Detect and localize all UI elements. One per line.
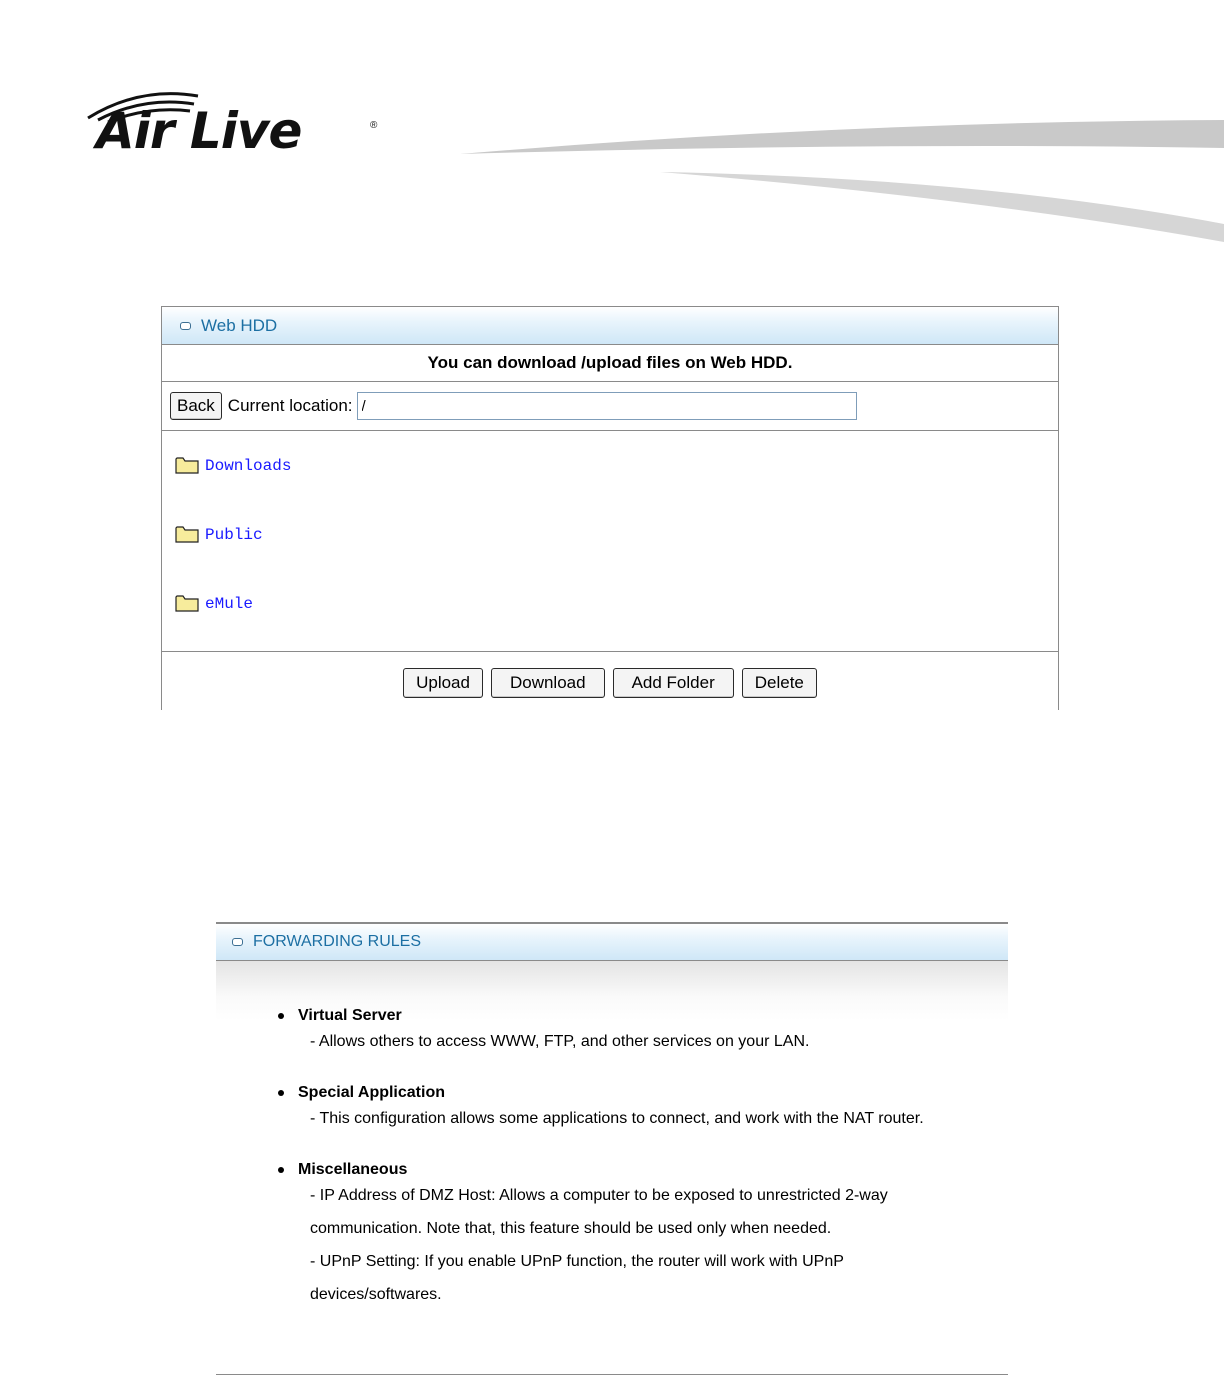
rule-description: communication. Note that, this feature should be used only when needed. (310, 1220, 832, 1237)
folder-item-emule[interactable] (175, 583, 1058, 613)
panel-bullet-icon (232, 938, 243, 946)
web-hdd-actions (162, 652, 1058, 698)
folder-icon (175, 593, 199, 613)
header-swoosh (460, 112, 1224, 272)
rule-title (278, 1161, 888, 1179)
delete-button[interactable]: Delete (742, 668, 817, 698)
forwarding-rules-body (216, 961, 1008, 1375)
rule-description: - IP Address of DMZ Host: Allows a computer to be exposed to unrestricted 2-way (310, 1187, 888, 1204)
folder-link-public[interactable]: Public (205, 526, 263, 544)
rule-title (278, 1007, 809, 1025)
folder-item-downloads[interactable] (175, 445, 1058, 475)
forwarding-rules-panel (216, 922, 1008, 1377)
bullet-dot-icon (278, 1167, 284, 1173)
rule-description: - UPnP Setting: If you enable UPnP function, the router will work with UPnP (310, 1253, 844, 1270)
web-hdd-panel (161, 306, 1059, 710)
location-bar (162, 382, 1058, 431)
back-button[interactable]: Back (170, 392, 222, 420)
rule-title-text: Miscellaneous (298, 1161, 408, 1178)
forwarding-rules-header (216, 922, 1008, 961)
bullet-dot-icon (278, 1013, 284, 1019)
folder-list (162, 431, 1058, 652)
folder-icon (175, 455, 199, 475)
folder-icon (175, 524, 199, 544)
web-hdd-title: Web HDD (201, 315, 278, 335)
rule-description: - Allows others to access WWW, FTP, and other services on your LAN. (310, 1033, 810, 1050)
folder-link-emule[interactable]: eMule (205, 595, 254, 613)
rule-title-text: Special Application (298, 1084, 445, 1101)
rule-description: - This configuration allows some applications to connect, and work with the NAT router. (310, 1110, 924, 1127)
folder-item-public[interactable] (175, 514, 1058, 544)
web-hdd-header (162, 307, 1058, 345)
panel-bullet-icon (180, 322, 191, 330)
bullet-dot-icon (278, 1090, 284, 1096)
registered-mark: ® (370, 120, 378, 131)
web-hdd-message: You can download /upload files on Web HDD. (162, 345, 1058, 382)
rule-miscellaneous (278, 1161, 888, 1311)
upload-button[interactable]: Upload (403, 668, 483, 698)
rule-title-text: Virtual Server (298, 1007, 402, 1024)
logo-text: Air Live (96, 102, 302, 160)
download-button[interactable]: Download (491, 668, 605, 698)
rule-description: devices/softwares. (310, 1286, 442, 1303)
rule-virtual-server (278, 1007, 809, 1058)
current-location-label: Current location: (227, 396, 353, 415)
forwarding-rules-title: FORWARDING RULES (253, 933, 422, 950)
add-folder-button[interactable]: Add Folder (613, 668, 734, 698)
airlive-logo (80, 84, 400, 174)
rule-title (278, 1084, 924, 1102)
current-location-input[interactable] (357, 392, 857, 420)
rule-special-application (278, 1084, 924, 1135)
folder-link-downloads[interactable]: Downloads (205, 457, 292, 475)
